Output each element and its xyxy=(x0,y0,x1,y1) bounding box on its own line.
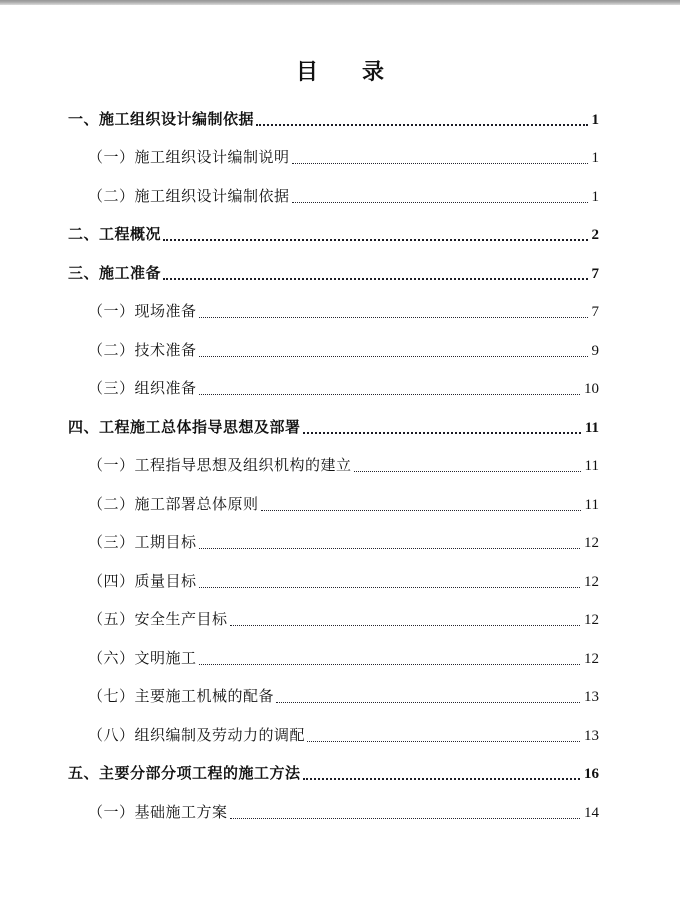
toc-entry-label: （八）组织编制及劳动力的调配 xyxy=(88,727,306,744)
dot-leader-icon xyxy=(230,625,580,626)
toc-entry[interactable] xyxy=(68,715,599,754)
toc-entry[interactable] xyxy=(68,792,599,831)
dot-leader-icon xyxy=(276,702,580,703)
toc-entry[interactable] xyxy=(68,523,599,562)
toc-entry-label: （五）安全生产目标 xyxy=(88,612,228,628)
toc-entry[interactable] xyxy=(68,176,599,215)
dot-leader-icon xyxy=(199,394,580,395)
toc-entry[interactable] xyxy=(68,446,599,485)
toc-entry-page-number: 12 xyxy=(584,650,599,667)
toc-entry[interactable] xyxy=(68,407,599,446)
toc-entry-page-number: 14 xyxy=(584,804,599,821)
toc-entry-page-number: 1 xyxy=(591,150,599,166)
toc-entry-page-number: 12 xyxy=(584,612,599,628)
dot-leader-icon xyxy=(292,202,588,203)
toc-entry-page-number: 12 xyxy=(584,535,599,551)
toc-entry-page-number: 2 xyxy=(591,227,599,243)
toc-entry-page-number: 11 xyxy=(584,496,599,513)
dot-leader-icon xyxy=(292,163,588,164)
dot-leader-icon xyxy=(163,239,587,241)
dot-leader-icon xyxy=(307,741,580,742)
page-title: 目 录 xyxy=(295,59,384,84)
toc-entry-label: （三）组织准备 xyxy=(88,381,197,397)
dot-leader-icon xyxy=(199,587,580,588)
toc-entry-page-number: 12 xyxy=(584,573,599,590)
toc-entry-label: （二）技术准备 xyxy=(88,342,197,359)
toc-entry-label: 五、主要分部分项工程的施工方法 xyxy=(68,766,301,782)
toc-entry-label: 二、工程概况 xyxy=(68,227,162,243)
dot-leader-icon xyxy=(230,818,580,819)
toc-entry-page-number: 13 xyxy=(584,689,599,705)
toc-entry-page-number: 10 xyxy=(584,381,599,397)
toc-entry-label: （一）工程指导思想及组织机构的建立 xyxy=(88,458,352,474)
toc-entry-page-number: 11 xyxy=(584,419,599,436)
toc-entry-page-number: 7 xyxy=(591,304,599,320)
toc-entry-label: （二）施工组织设计编制依据 xyxy=(88,188,290,205)
toc-entry-label: 一、施工组织设计编制依据 xyxy=(68,111,255,128)
dot-leader-icon xyxy=(354,471,581,472)
toc-entry[interactable] xyxy=(68,99,599,138)
toc-entry-page-number: 13 xyxy=(584,727,599,744)
dot-leader-icon xyxy=(163,278,587,280)
toc-entry-label: （四）质量目标 xyxy=(88,573,197,590)
dot-leader-icon xyxy=(199,356,588,357)
toc-entry[interactable] xyxy=(68,253,599,292)
window-top-border xyxy=(0,0,680,5)
dot-leader-icon xyxy=(261,510,581,511)
toc-entry[interactable] xyxy=(68,754,599,793)
toc-entry-label: （七）主要施工机械的配备 xyxy=(88,689,275,705)
toc-entry[interactable] xyxy=(68,561,599,600)
toc-entry[interactable] xyxy=(68,638,599,677)
dot-leader-icon xyxy=(199,317,588,318)
toc-entry-label: （一）基础施工方案 xyxy=(88,804,228,821)
toc-entry-label: （三）工期目标 xyxy=(88,535,197,551)
dot-leader-icon xyxy=(256,124,587,126)
dot-leader-icon xyxy=(199,664,580,665)
toc-entry-page-number: 1 xyxy=(591,188,599,205)
toc-entry-label: （一）现场准备 xyxy=(88,304,197,320)
toc-entry[interactable] xyxy=(68,677,599,716)
toc-entry-label: 三、施工准备 xyxy=(68,265,162,282)
toc-entry-page-number: 7 xyxy=(591,265,599,282)
toc-entry-label: 四、工程施工总体指导思想及部署 xyxy=(68,419,301,436)
toc-entry[interactable] xyxy=(68,369,599,408)
dot-leader-icon xyxy=(303,778,580,780)
toc-entry-page-number: 1 xyxy=(591,111,599,128)
toc-entry[interactable] xyxy=(68,600,599,639)
toc-entry[interactable] xyxy=(68,292,599,331)
toc-entry-label: （一）施工组织设计编制说明 xyxy=(88,150,290,166)
dot-leader-icon xyxy=(199,548,580,549)
toc-entry-label: （二）施工部署总体原则 xyxy=(88,496,259,513)
toc-entry[interactable] xyxy=(68,484,599,523)
toc-entry[interactable] xyxy=(68,330,599,369)
toc-entry-page-number: 11 xyxy=(584,458,599,474)
toc-entry-page-number: 16 xyxy=(584,766,599,782)
table-of-contents xyxy=(68,99,599,831)
toc-entry[interactable] xyxy=(68,215,599,254)
toc-entry-label: （六）文明施工 xyxy=(88,650,197,667)
dot-leader-icon xyxy=(303,432,581,434)
toc-entry[interactable] xyxy=(68,138,599,177)
toc-entry-page-number: 9 xyxy=(591,342,599,359)
